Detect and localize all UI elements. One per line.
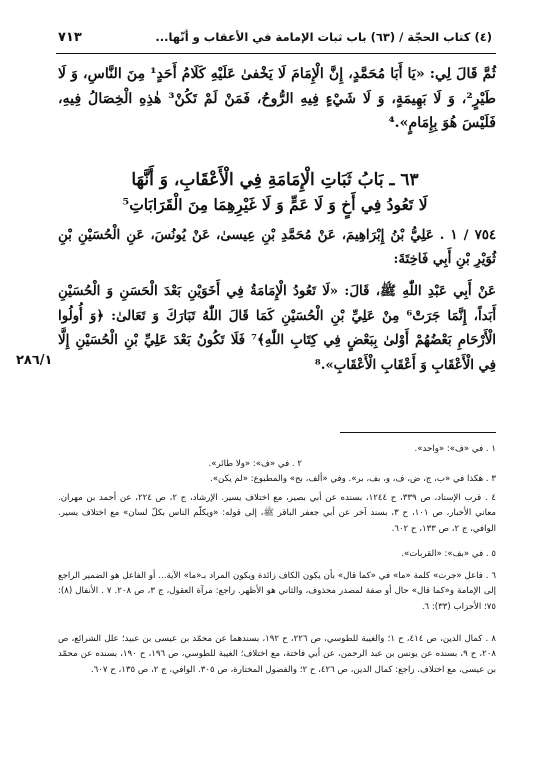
footnote-separator	[340, 432, 496, 433]
hadith-isnad: ٧٥٤ / ١ . عَلِيُّ بْنُ إِبْرَاهِيمَ، عَنْ مُحَمَّدِ بْنِ عِيسىٰ، عَنْ يُونُسَ، عَنِ الْحُسَيْنِ بْنِ ثُوَيْرِ بْنِ أَبِي فَاخِتَةَ:	[58, 228, 496, 267]
footnote-1: ١ . في «ف»: «واحد».	[414, 444, 496, 454]
footnote-8: ٨ . كمال الدين، ص ٤١٤، ح ١؛ والغيبة للطوسي، ص ٢٢٦، ح ١٩٢، بسندهما عن محمّد بن عيسى بن عبيد؛ علل الشرائع، ص ٢٠٨، ح ٩، بسنده عن يونس بن عبد الرحمن، عن أبي فاختة، مع اختلاف؛ الغيبة للطوسي، ص ١٩٦، ح ١٩٠، بسنده عن محمّد بن عيسى، مع اختلاف. راجع: كمال الدين، ص ٤٢٦، ح ٢؛ والفصول المختارة، ص ٣٠٥. الوافي، ج ٢، ص ١٣٥، ح ٦٠٧.	[58, 634, 497, 675]
chapter-heading	[60, 168, 490, 217]
page-header	[58, 30, 492, 50]
footnote-6-7: ٦ . فاعل «جرت» كلمة «ما» في «كما قال» بأن يكون الكاف زائدة ويكون المراد بـ«ما» الآية... أو الفاعل هو الضمير الراجع إلى الإمامة و«كما قال» حال أو صفة لمصدر محذوف، والثاني هو الأظهر. راجع: مرآة العقول، ج ٣، ص ٢٠٨. ٧ . الأنفال (٨): ٧٥؛ الأحزاب (٣٣): ٦.	[58, 571, 496, 612]
running-title: (٤) كتاب الحجّة / (٦٣) باب ثبات الإمامة في الأعقاب و أنّها...	[155, 30, 492, 44]
footnote-3: ٣ . هكذا في «ب، ج، ض، ف، و، بف، بر». وفي «ألف، بح» والمطبوع: «لم يكن».	[210, 474, 496, 484]
chapter-title-line-1: ٦٣ ـ بَابُ ثَبَاتِ الْإِمَامَةِ فِي الْأَعْقَابِ، وَ أَنَّهَا	[131, 170, 419, 190]
hadith-ending-paragraph: ثُمَّ قَالَ لِي: «يَا أَبَا مُحَمَّدٍ، إِنَّ الْإِمَامَ لَا يَخْفىٰ عَلَيْهِ كَلَامُ أَحَدٍ¹ مِنَ النَّاسِ، وَ لَا طَيْرٍ²، وَ لَا بَهِيمَةٍ، وَ لَا شَيْءٍ فِيهِ الرُّوحُ، فَمَنْ لَمْ تَكُنْ³ هٰذِهِ الْخِصَالُ فِيهِ، فَلَيْسَ هُوَ بِإِمَامٍ».⁴	[58, 66, 496, 131]
hadith-matn: عَنْ أَبِي عَبْدِ اللّٰهِ ﷺ، قَالَ: «لَا تَعُودُ الْإِمَامَةُ فِي أَخَوَيْنِ بَعْدَ الْحَسَنِ وَ الْحُسَيْنِ أَبَداً، إِنَّمَا جَرَتْ⁶ مِنْ عَلِيِّ بْنِ الْحُسَيْنِ كَمَا قَالَ اللّٰهُ تَبَارَكَ وَ تَعَالىٰ: ﴿وَ أُولُوا الْأَرْحَامِ بَعْضُهُمْ أَوْلىٰ بِبَعْضٍ فِي كِتَابِ اللّٰهِ﴾⁷ فَلَا تَكُونُ بَعْدَ عَلِيِّ بْنِ الْحُسَيْنِ إِلَّا فِي الْأَعْقَابِ وَ أَعْقَابِ الْأَعْقَابِ».⁸	[58, 284, 497, 373]
page-number: ٧١٣	[58, 30, 82, 45]
header-rule	[56, 53, 496, 54]
footnote-4: ٤ . قرب الإسناد، ص ٣٣٩، ح ١٢٤٤، بسنده عن أبي بصير، مع اختلاف يسير. الإرشاد، ج ٢، ص ٢٢٤، عن أحمد بن مهران. معاني الأخبار، ص ١٠١، ح ٣، بسند آخر عن أبي جعفر الباقر ﷺ، إلى قوله: «ويكلّم الناس بكلّ لسان» مع اختلاف يسير. الوافي، ج ٢، ص ١٣٣، ح ٦٠٢.	[58, 493, 496, 534]
chapter-title-line-2: لَا تَعُودُ فِي أَخٍ وَ لَا عَمٍّ وَ لَا غَيْرِهِمَا مِنَ الْقَرَابَاتِ⁵	[122, 195, 428, 214]
footnote-5: ٥ . في «بف»: «القربات».	[401, 549, 496, 559]
margin-reference: ٢٨٦/١	[16, 353, 53, 368]
footnote-2: ٢ . في «ف»: «ولا طائر».	[208, 459, 302, 469]
